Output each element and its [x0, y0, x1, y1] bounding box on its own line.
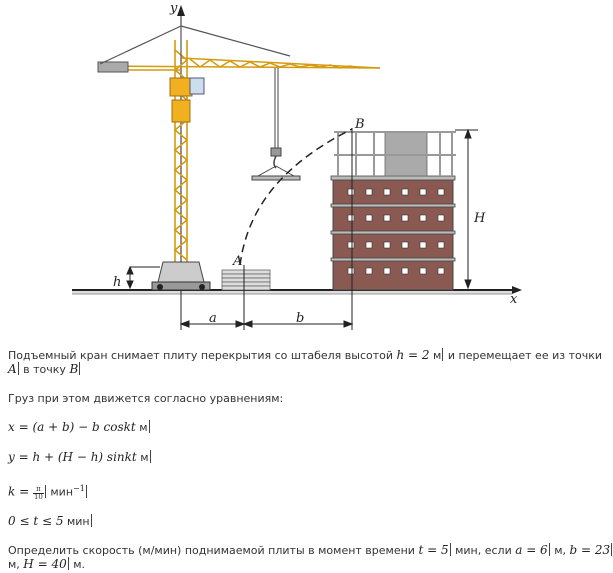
fraction-numerator: π	[33, 486, 44, 494]
cursor-mark	[91, 514, 92, 527]
p1-point-a: A	[8, 362, 17, 376]
question-text-5: м.	[69, 558, 86, 571]
equation-t-range	[8, 514, 93, 529]
equation-x-math: x = (a + b) − b coskt	[8, 420, 136, 434]
y-axis-label: y	[170, 1, 178, 16]
crane-cab	[170, 78, 204, 122]
suspended-slab	[252, 176, 300, 180]
cursor-mark	[549, 543, 550, 556]
cursor-mark	[86, 485, 87, 498]
p1-math-h: h = 2	[396, 348, 430, 362]
point-b-label: B	[355, 117, 365, 132]
crane-base	[152, 262, 210, 290]
question-text-4: м,	[8, 558, 24, 571]
ground	[72, 290, 512, 294]
equation-y-math: y = h + (H − h) sinkt	[8, 450, 137, 464]
p1-point-b: B	[69, 362, 79, 376]
cursor-mark	[68, 557, 69, 570]
question-text-1: Определить скорость (м/мин) поднимаемой плиты в момент времени	[8, 544, 419, 557]
p1-text-2: и перемещает ее из точки	[444, 349, 603, 362]
p1-text-1: Подъемный кран снимает плиту перекрытия со штабеля высотой	[8, 349, 397, 362]
question-math-b: b = 23	[569, 543, 611, 557]
question-text-2: мин, если	[451, 544, 516, 557]
p1-unit: м	[429, 349, 442, 362]
question-math-H: H = 40	[23, 557, 67, 571]
equation-k-exponent: −1	[73, 484, 85, 493]
equation-k-lhs: k =	[8, 484, 33, 499]
cursor-mark	[79, 362, 80, 375]
x-axis-label: x	[510, 292, 518, 307]
problem-paragraph-2: Груз при этом движется согласно уравнениям:	[8, 392, 284, 405]
problem-paragraph-1-line-2	[8, 362, 81, 377]
equation-t-unit: мин	[63, 515, 90, 528]
equation-x-unit: м	[135, 421, 148, 434]
slab-stack	[222, 270, 270, 290]
question-line-2	[8, 557, 85, 572]
question-math-a: a = 6	[515, 543, 548, 557]
cursor-mark	[45, 485, 46, 498]
fraction-denominator: 10	[33, 492, 43, 501]
cursor-mark	[611, 543, 612, 556]
question-text-3: м,	[550, 544, 570, 557]
cursor-mark	[149, 420, 150, 433]
equation-y-unit: м	[136, 451, 149, 464]
equation-x	[8, 420, 151, 435]
question-line-1	[8, 543, 613, 558]
counterweight	[98, 62, 128, 72]
b-label: b	[296, 311, 305, 326]
p1-text-3: в точку	[19, 363, 70, 376]
cursor-mark	[450, 543, 451, 556]
dimension-a-b	[181, 128, 352, 330]
equation-k-unit: мин	[46, 485, 74, 499]
H-label: H	[474, 211, 486, 226]
a-label: a	[209, 311, 217, 326]
point-a-label: A	[233, 254, 243, 269]
building	[331, 132, 456, 290]
cursor-mark	[18, 362, 19, 375]
problem-paragraph-1	[8, 348, 602, 363]
question-math-t: t = 5	[418, 543, 449, 557]
cursor-mark	[150, 450, 151, 463]
equation-y	[8, 450, 152, 465]
equation-k	[8, 482, 88, 501]
h-label: h	[113, 275, 122, 290]
crane-jib	[100, 58, 380, 70]
dimension-H	[455, 130, 478, 288]
crane-hook	[258, 68, 294, 176]
equation-t-math: 0 ≤ t ≤ 5	[8, 514, 64, 528]
equation-k-fraction	[33, 486, 44, 501]
